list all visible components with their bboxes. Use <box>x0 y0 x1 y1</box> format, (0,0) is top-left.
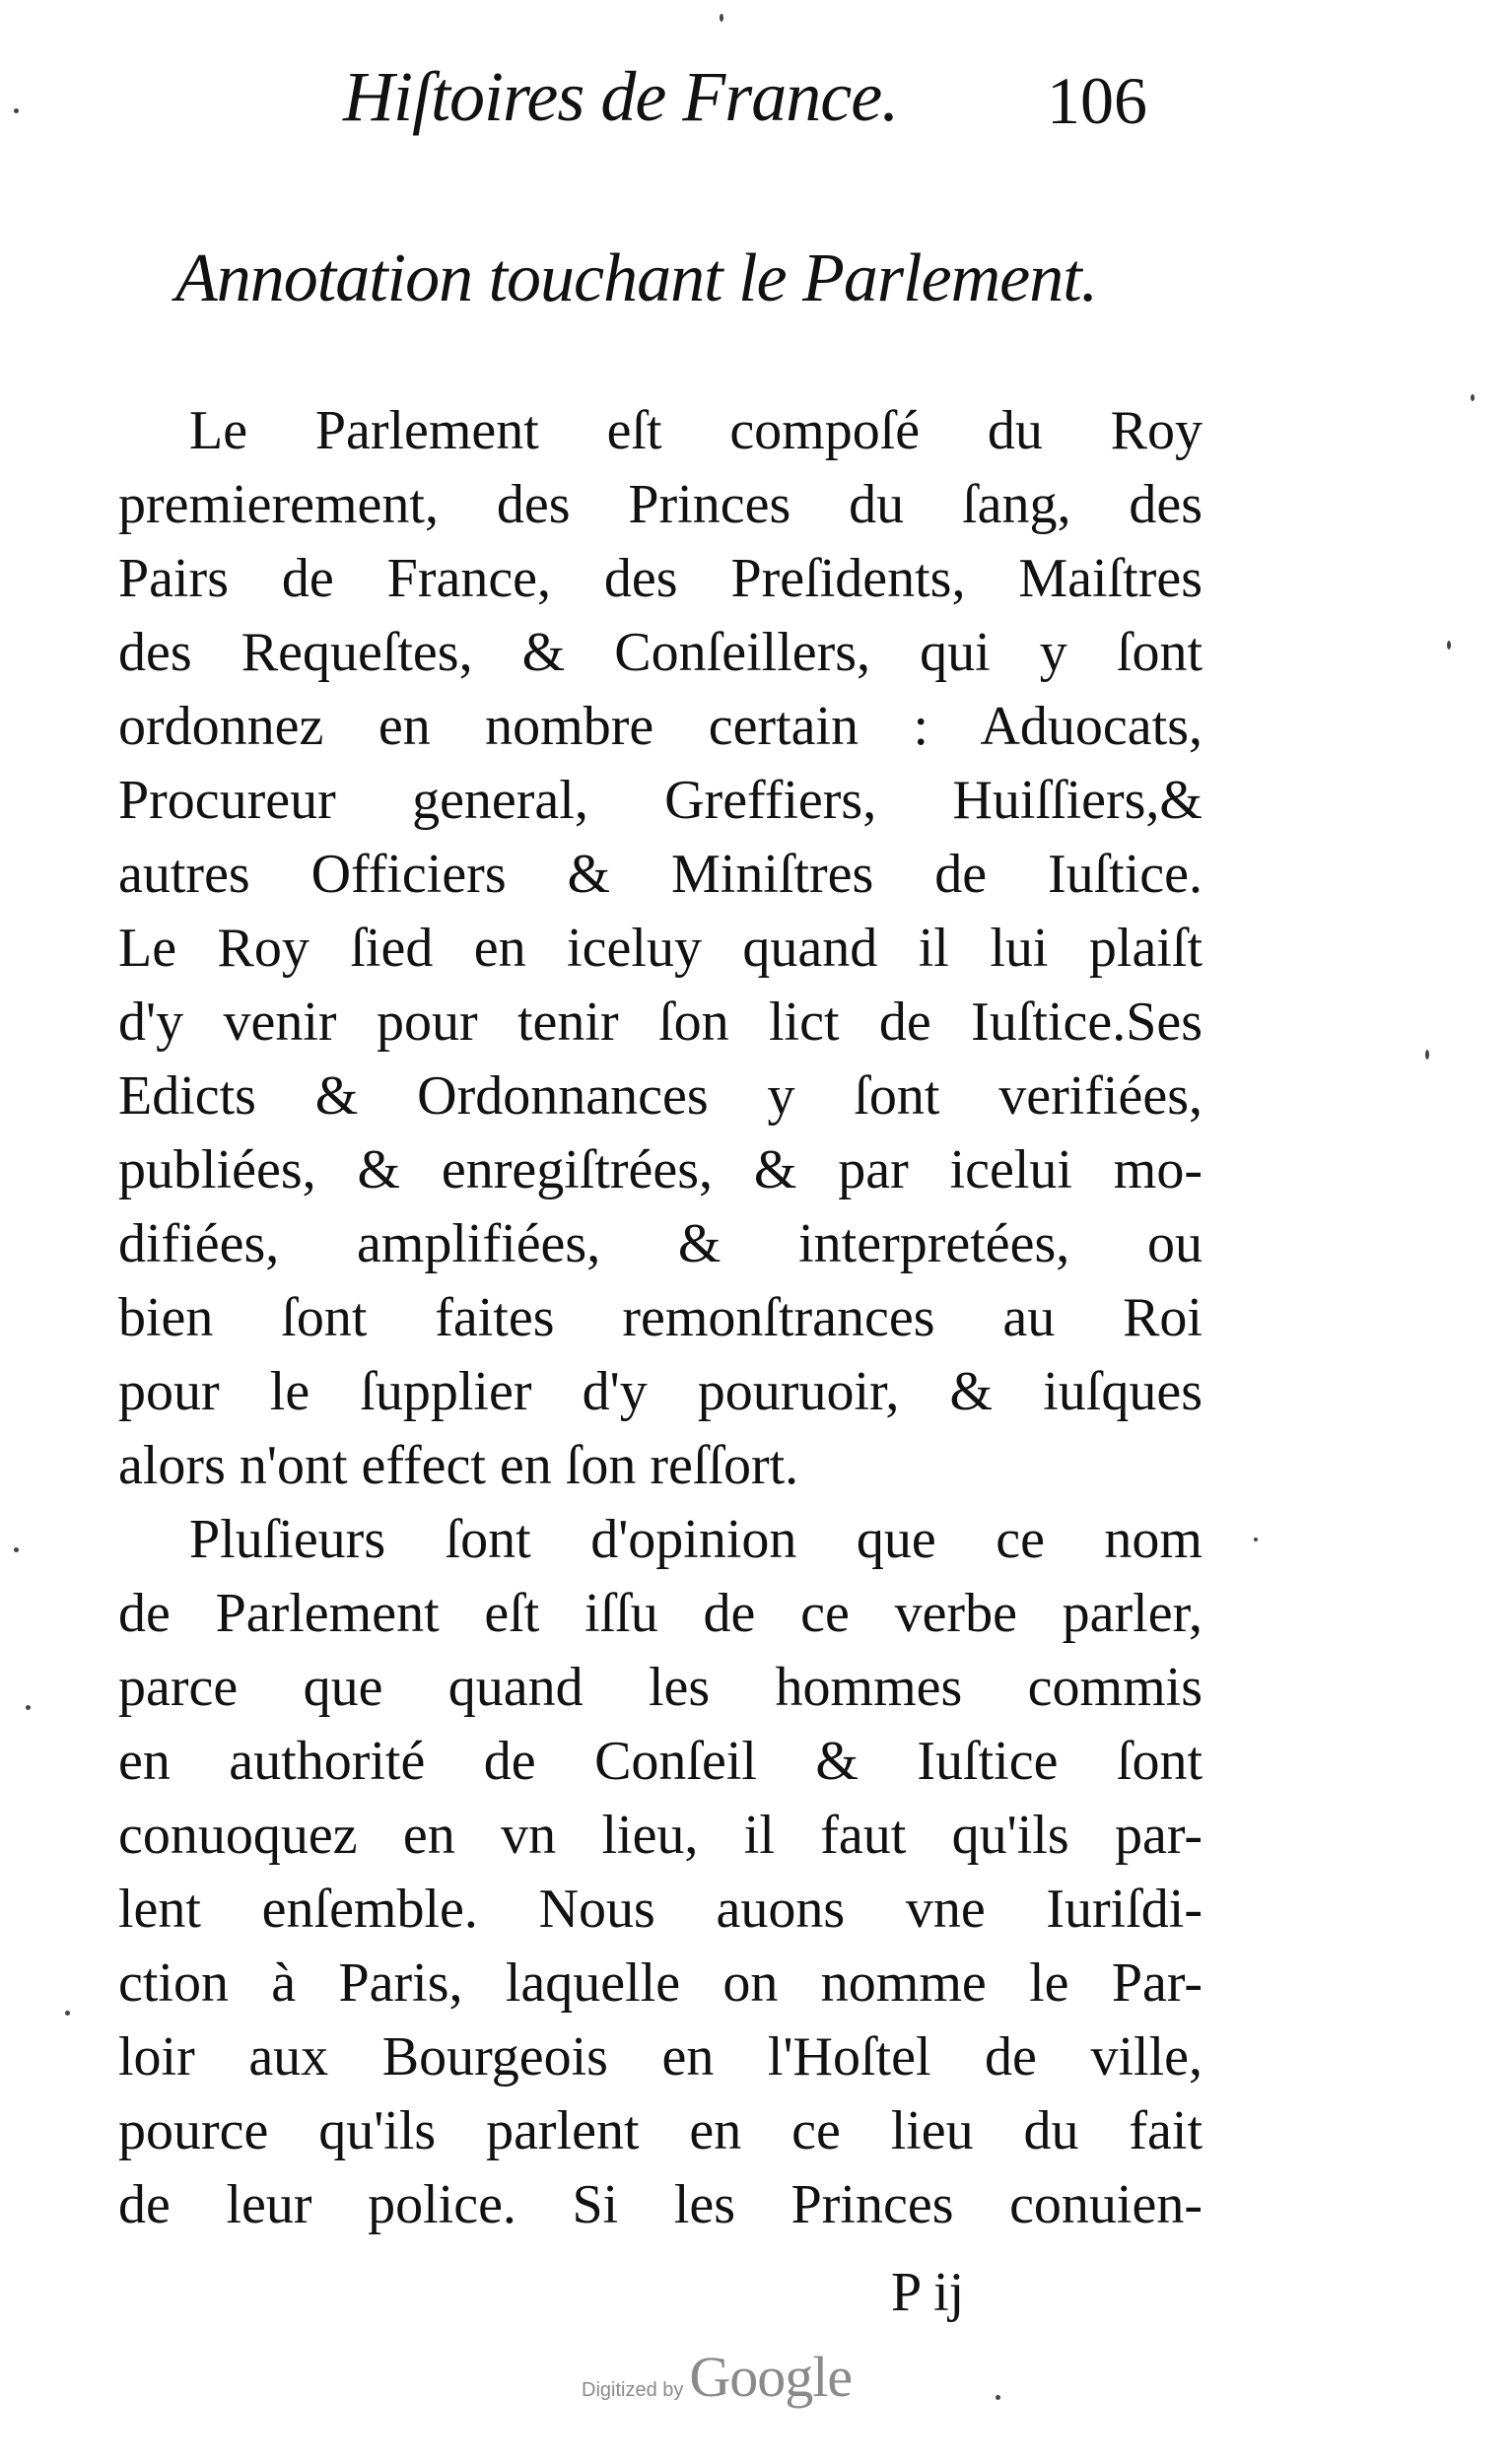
text-line: des Requeſtes, & Conſeillers, qui y ſont <box>118 622 1203 683</box>
text-line: Le Parlement eſt compoſé du Roy <box>189 400 1203 461</box>
signature-mark: P ij <box>891 2262 965 2323</box>
section-title: Annotation touchant le Parlement. <box>175 240 1098 316</box>
scan-speck <box>1471 394 1475 401</box>
text-line: bien ſont faites remonſtrances au Roi <box>118 1287 1203 1348</box>
text-line: Pairs de France, des Preſidents, Maiſtres <box>118 548 1203 609</box>
text-line: Edicts & Ordonnances y ſont verifiées, <box>118 1065 1203 1127</box>
scan-speck <box>14 1547 19 1552</box>
digitized-watermark <box>582 2344 852 2410</box>
text-line: Pluſieurs ſont d'opinion que ce nom <box>189 1509 1203 1570</box>
text-line: loir aux Bourgeois en l'Hoſtel de ville, <box>118 2026 1203 2088</box>
text-line: ction à Paris, laquelle on nomme le Par- <box>118 1952 1203 2014</box>
text-line: de leur police. Si les Princes conuien- <box>118 2174 1203 2235</box>
scan-speck <box>1447 641 1451 650</box>
text-line: Le Roy ſied en iceluy quand il lui plaiſt <box>118 918 1203 979</box>
text-line: conuoquez en vn lieu, il faut qu'ils par- <box>118 1805 1203 1866</box>
scan-speck <box>26 1705 31 1710</box>
text-line: pource qu'ils parlent en ce lieu du fait <box>118 2100 1203 2161</box>
text-line: ordonnez en nombre certain : Aduocats, <box>118 696 1203 757</box>
text-line: difiées, amplifiées, & interpretées, ou <box>118 1213 1203 1274</box>
text-line: pour le ſupplier d'y pouruoir, & iuſques <box>118 1361 1203 1422</box>
text-line: Procureur general, Greffiers, Huiſſiers,& <box>118 770 1203 831</box>
scan-speck <box>65 2011 70 2016</box>
text-line: publiées, & enregiſtrées, & par icelui mo- <box>118 1139 1203 1200</box>
google-logo: Google <box>689 2345 853 2409</box>
text-line: de Parlement eſt iſſu de ce verbe parler, <box>118 1583 1203 1644</box>
text-line: premierement, des Princes du ſang, des <box>118 474 1203 535</box>
digitized-by-label: Digitized by <box>582 2379 684 2401</box>
scan-speck <box>1425 1050 1429 1060</box>
body-text <box>118 394 1203 2242</box>
scan-speck <box>14 108 19 113</box>
text-line: en authorité de Conſeil & Iuſtice ſont <box>118 1731 1203 1792</box>
text-line: alors n'ont effect en ſon reſſort. <box>118 1435 799 1496</box>
scan-speck <box>1254 1538 1258 1541</box>
text-line: lent enſemble. Nous auons vne Iuriſdi- <box>118 1879 1203 1940</box>
scan-speck <box>720 14 723 22</box>
running-header: Hiſtoires de France. <box>343 57 899 136</box>
text-line: d'y venir pour tenir ſon lict de Iuſtice.Ses <box>118 992 1203 1053</box>
scan-speck <box>996 2395 1000 2400</box>
text-line: autres Officiers & Miniſtres de Iuſtice. <box>118 844 1203 905</box>
page-number: 106 <box>1047 63 1147 138</box>
text-line: parce que quand les hommes commis <box>118 1657 1203 1718</box>
